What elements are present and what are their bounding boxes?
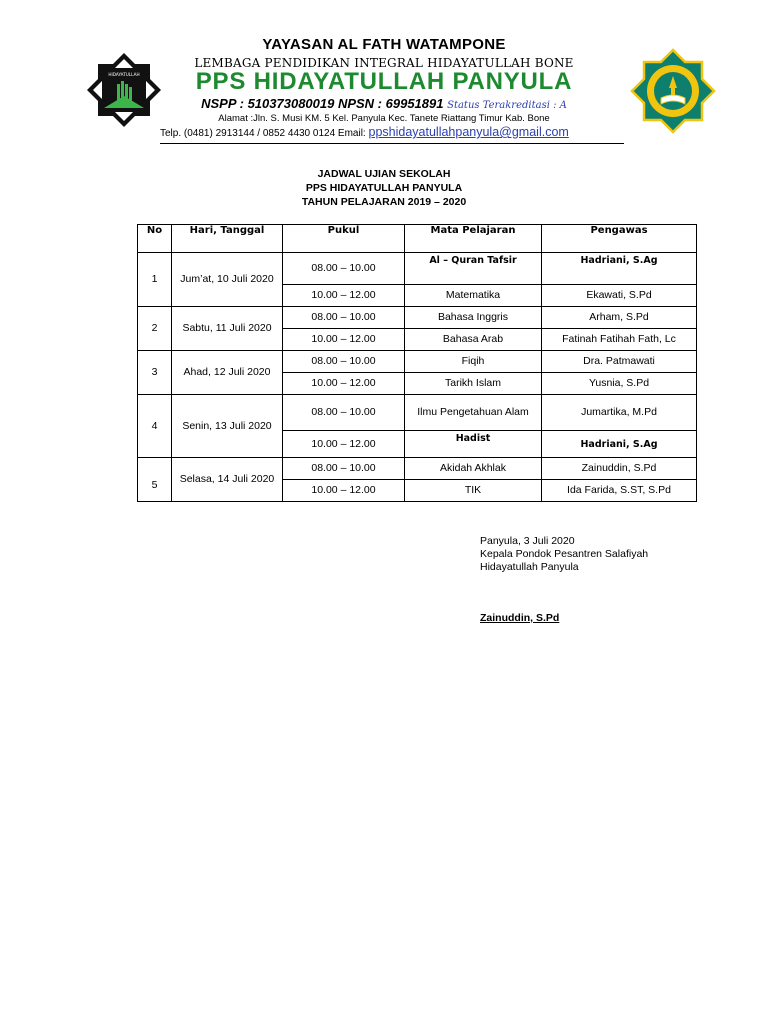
header-subject: Mata Pelajaran: [405, 225, 542, 253]
pesantren-seal-icon: [630, 48, 716, 134]
header-proctor: Pengawas: [542, 225, 697, 253]
row-date: Selasa, 14 Juli 2020: [172, 458, 283, 502]
table-row: [138, 458, 697, 480]
nspp-npsn: NSPP : 510373080019 NPSN : 69951891: [201, 96, 444, 111]
document-title: JADWAL UJIAN SEKOLAH: [317, 168, 451, 180]
row-proctor: Dra. Patmawati: [542, 351, 697, 373]
row-time: 10.00 – 12.00: [283, 285, 405, 307]
table-header-row: [138, 225, 697, 253]
row-number: 1: [138, 253, 172, 307]
svg-text:HIDAYATULLAH: HIDAYATULLAH: [108, 72, 140, 77]
row-subject: Bahasa Arab: [405, 329, 542, 351]
row-subject: Fiqih: [405, 351, 542, 373]
header-time: Pukul: [283, 225, 405, 253]
school-address: Alamat :Jln. S. Musi KM. 5 Kel. Panyula Kec. Tanete Riattang Timur Kab. Bone: [218, 113, 550, 124]
document-subtitle-school: PPS HIDAYATULLAH PANYULA: [305, 182, 463, 194]
institution-name: LEMBAGA PENDIDIKAN INTEGRAL HIDAYATULLAH BONE: [194, 56, 574, 70]
row-proctor: Ida Farida, S.ST, S.Pd: [542, 480, 697, 502]
row-subject: Bahasa Inggris: [405, 307, 542, 329]
row-time: 08.00 – 10.00: [283, 458, 405, 480]
exam-schedule-table: [137, 224, 697, 502]
row-subject: Ilmu Pengetahuan Alam: [405, 395, 542, 431]
row-number: 3: [138, 351, 172, 395]
school-name: PPS HIDAYATULLAH PANYULA: [195, 68, 573, 95]
table-row: [138, 395, 697, 431]
row-time: 08.00 – 10.00: [283, 253, 405, 285]
row-number: 5: [138, 458, 172, 502]
signature-name: Zainuddin, S.Pd: [480, 612, 560, 624]
row-date: Senin, 13 Juli 2020: [172, 395, 283, 458]
row-time: 10.00 – 12.00: [283, 431, 405, 458]
row-time: 10.00 – 12.00: [283, 329, 405, 351]
row-time: 08.00 – 10.00: [283, 395, 405, 431]
row-subject: Akidah Akhlak: [405, 458, 542, 480]
row-subject: Hadist: [405, 431, 542, 458]
row-subject: TIK: [405, 480, 542, 502]
row-date: Jum’at, 10 Juli 2020: [172, 253, 283, 307]
signature-place-date: Panyula, 3 Juli 2020: [480, 535, 575, 547]
row-date: Ahad, 12 Juli 2020: [172, 351, 283, 395]
row-proctor: Hadriani, S.Ag: [542, 253, 697, 285]
signature-role: Kepala Pondok Pesantren Salafiyah: [480, 548, 649, 560]
row-subject: Tarikh Islam: [405, 373, 542, 395]
foundation-name: YAYASAN AL FATH WATAMPONE: [262, 36, 506, 53]
header-no: No: [138, 225, 172, 253]
accreditation-status: Status Terakreditasi : A: [447, 100, 567, 111]
row-time: 10.00 – 12.00: [283, 480, 405, 502]
document-subtitle-year: TAHUN PELAJARAN 2019 – 2020: [301, 196, 467, 208]
row-number: 2: [138, 307, 172, 351]
row-proctor: Fatinah Fatihah Fath, Lc: [542, 329, 697, 351]
row-subject: Al – Quran Tafsir: [405, 253, 542, 285]
header-day-date: Hari, Tanggal: [172, 225, 283, 253]
table-row: [138, 307, 697, 329]
row-proctor: Arham, S.Pd: [542, 307, 697, 329]
row-proctor: Yusnia, S.Pd: [542, 373, 697, 395]
row-subject: Matematika: [405, 285, 542, 307]
row-time: 08.00 – 10.00: [283, 307, 405, 329]
row-time: 08.00 – 10.00: [283, 351, 405, 373]
table-row: [138, 351, 697, 373]
row-date: Sabtu, 11 Juli 2020: [172, 307, 283, 351]
letterhead: [0, 0, 768, 150]
letterhead-divider: [160, 143, 624, 144]
row-proctor: Jumartika, M.Pd: [542, 395, 697, 431]
row-proctor: Hadriani, S.Ag: [542, 431, 697, 458]
phone-text: Telp. (0481) 2913144 / 0852 4430 0124 Email:: [160, 128, 369, 139]
signature-institution: Hidayatullah Panyula: [480, 561, 579, 573]
row-proctor: Ekawati, S.Pd: [542, 285, 697, 307]
email-link[interactable]: ppshidayatullahpanyula@gmail.com: [368, 125, 569, 139]
row-number: 4: [138, 395, 172, 458]
row-time: 10.00 – 12.00: [283, 373, 405, 395]
school-contact: [160, 125, 569, 139]
table-row: [138, 253, 697, 285]
row-proctor: Zainuddin, S.Pd: [542, 458, 697, 480]
